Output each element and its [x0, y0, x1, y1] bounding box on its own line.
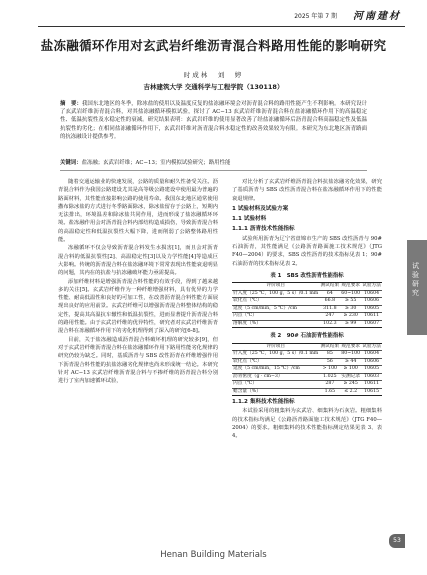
table-header: 评价项目	[232, 283, 319, 291]
table-row	[232, 290, 382, 298]
table-cell: 66.8	[319, 298, 340, 306]
body-paragraph: 本试验采用的粗集料为玄武岩、细集料为石灰岩。粗细集料的技术指标均满足《公路沥青路面施工技术规范》（JTG F40—2004）的要求。粗细集料的技术性能指标测定结果见表 3、表 4。	[232, 408, 382, 440]
table-cell: 闪点（℃）	[232, 381, 319, 389]
table-cell: T0605	[361, 366, 382, 374]
table-header: 评价项目	[232, 343, 319, 351]
section-side-tab	[407, 240, 427, 335]
table-cell: 311.8	[319, 305, 340, 313]
table-2	[232, 343, 382, 397]
table-row	[232, 358, 382, 366]
table-row	[232, 366, 382, 374]
table-cell: 60~100	[341, 290, 361, 296]
table-cell: 软化点（℃）	[232, 298, 319, 306]
article-title: 盐冻融循环作用对玄武岩纤维沥青混合料路用性能的影响研究	[40, 38, 387, 53]
table-cell: 247	[319, 313, 340, 321]
table-cell: > 100	[319, 366, 340, 374]
table-cell: T0606	[361, 298, 382, 306]
table-cell: ≤ 2.2	[340, 388, 361, 396]
table-cell: 闪点（℃）	[232, 313, 319, 321]
table-row	[232, 388, 382, 396]
table-cell: 102.3	[319, 320, 340, 328]
issue-label: 2025 年第 7 期	[294, 13, 337, 20]
body-paragraph: 冻融循环不仅会导致沥青混合料发生水损害[1]，而且会对沥青混合料的低温抗裂性[2]、高温稳定性[3]以及力学性能[4]等造成巨大影响。传统的沥青混合料在盐冻融环境下常常表现出性能衰退明显的问题，其内在的抗盐与抗冻融破坏能力亟需提高。	[58, 245, 218, 277]
table-header: 试验方法	[362, 343, 381, 349]
table-row	[232, 305, 382, 313]
left-column	[58, 178, 218, 385]
body-paragraph: 添加纤维材料是增强沥青混合料性能的有效手段，得到了越来越多的关注[5]。玄武岩纤维作为一种纤维增强材料，具有优异的力学性能、耐高低温性和良好的可加工性，在改善沥青混合料性能方面展现出良好的应用前景。玄武岩纤维可以增强沥青混合料整体结构的稳定性，提高其高温抗车辙性和低温抗裂性，进而显著提升沥青混合料的路用性能。由于玄武岩纤维的优异特性，研究者对玄武岩纤维沥青混合料在冻融循环作用下的劣化机理得到了深入的研究[6-8]。	[58, 278, 218, 335]
table-cell: 287	[319, 381, 340, 389]
table-cell: 溶解度（%）	[232, 320, 319, 328]
table-cell: T0604	[361, 290, 382, 298]
table-cell: ≥ 99	[340, 320, 361, 328]
body-paragraph: 对比分析了玄武岩纤维沥青混合料抗盐冻融劣化效果，研究了基质沥青与 SBS 改性沥青混合料在盐冻融循环作用下的性能衰退规律。	[232, 179, 382, 202]
table-cell: T0604	[361, 351, 382, 359]
table-cell: T0603	[361, 373, 382, 381]
abstract-text: 我国东北地区的冬季，除冰盐的使用以及温度反复的盐冻融环境会对沥青混合料的路用性能产生不利影响。本研究设计了玄武岩纤维沥青混合料，对其盐冻融循环模拟试验，探讨了 AC−13 玄武岩纤维沥青混合料在盐冻融循环作用下的高温稳定性、低温抗裂性及水稳定性的衰减。研究结果表明：玄武岩纤维的使用显著改善了经盐冻融循环后沥青混合料高温稳定性及低温抗裂性的劣化；在相同盐冻融循环作用下，玄武岩纤维对沥青混合料水稳定性的改善效果较为有限。本研究为东北地区沥青路面的抗冻融设计提供参考。	[60, 101, 367, 140]
table-header: 测试结果	[320, 283, 340, 289]
abstract	[60, 100, 367, 141]
table-cell: ≥ 30	[340, 305, 361, 313]
article-affiliation: 吉林建筑大学 交通科学与工程学院（130118）	[143, 83, 284, 91]
table-cell: ≥ 230	[340, 313, 361, 321]
table-cell: 软化点（℃）	[232, 358, 319, 366]
table-cell: 针入度（25 ℃，100 g，5 s）/0.1 mm	[233, 290, 319, 296]
table-row	[232, 313, 382, 321]
footer-magazine-name: Henan Building Materials	[160, 550, 267, 560]
abstract-label: 摘 要：	[60, 101, 82, 107]
table-header: 规范要求	[341, 343, 361, 349]
table-cell: T0606	[361, 358, 382, 366]
table-header: 试验方法	[362, 283, 381, 289]
keywords-text: 盐冻融；玄武岩纤维；AC−13；室内模拟试验研究；路用性能	[81, 160, 231, 166]
keywords	[60, 159, 367, 167]
table-row	[232, 298, 382, 306]
table-cell: 80~100	[341, 351, 361, 357]
table-cell: ≥ 100	[340, 366, 361, 374]
table-cell: ≥ 55	[340, 298, 361, 306]
table-cell: 实测记录	[341, 373, 361, 379]
table-cell: T0611	[361, 313, 382, 321]
article-authors: 时成林 刘 婷	[183, 71, 244, 79]
table-cell: 蜡含量（%）	[232, 388, 319, 396]
table-cell: ≥ 245	[340, 381, 361, 389]
table-cell: T0611	[361, 381, 382, 389]
body-paragraph: 目前，关于盐冻融造成沥青混合料破坏机理的研究较多[9]，但对于玄武岩纤维沥青混合料在盐冻融循环作用下路用性能劣化规律的研究仍较为缺乏。同时，基质沥青与 SBS 改性沥青在纤维增强作用下沥青混合料性能的抗盐冻融劣化规律也尚未形成统一结论。本研究针对 AC−13 玄武岩纤维沥青混合料与不掺纤维的沥青混合料分别进行了室内加速循环试验，	[58, 336, 218, 385]
table-cell: 85	[319, 351, 340, 359]
table-header: 规范要求	[341, 283, 361, 289]
table-cell: 1.65	[319, 388, 340, 396]
table-row	[232, 373, 382, 381]
table-cell: 沥青密度（g · cm−3）	[232, 373, 319, 381]
table-cell: 1.025	[319, 373, 340, 381]
page-number: 53	[389, 534, 405, 548]
table-cell: 64	[319, 290, 340, 298]
section-heading: 1 试验材料及试验方案	[232, 205, 289, 212]
table-cell: 56	[319, 358, 340, 366]
table-row	[232, 381, 382, 389]
keywords-label: 关键词：	[60, 160, 82, 166]
body-paragraph: 试验所用沥青为辽宁省盘锦市生产的 SBS 改性沥青与 90# 石油沥青，其性能满足《公路沥青路面施工技术规范》（JTG F40—2004）的要求，SBS 改性沥青的技术指标见表 1；90# 石油沥青的技术指标见表 2。	[232, 235, 382, 267]
table-cell: 延度（5 cm/min，15 ℃）/cm	[232, 366, 319, 374]
page-header	[38, 6, 405, 27]
table-row	[232, 320, 382, 328]
table-1	[232, 282, 382, 328]
table-cell: 针入度（25 ℃，100 g，5 s）/0.1 mm	[233, 351, 319, 357]
table-header: 测试结果	[320, 343, 340, 349]
table-cell: T0605	[361, 305, 382, 313]
table-cell: T0615	[361, 388, 382, 396]
table-cell: 延度（5 cm/min，5 ℃）/cm	[232, 305, 319, 313]
subsection-heading: 1.1 试验材料	[232, 216, 267, 223]
magazine-name: 河南建材	[353, 11, 401, 22]
subsubsection-heading: 1.1.1 沥青技术性能指标	[232, 226, 295, 233]
table-2-caption: 表 2 90# 石油沥青性能指标	[270, 333, 344, 340]
subsubsection-heading: 1.1.2 集料技术性能指标	[232, 399, 295, 406]
table-cell: ≥ 44	[340, 358, 361, 366]
table-row	[232, 351, 382, 359]
table-1-caption: 表 1 SBS 改性沥青性能指标	[270, 272, 344, 279]
side-tab-label: 试验研究	[412, 262, 419, 297]
right-column	[232, 178, 382, 441]
body-paragraph: 随着交通运输业的快速发展，公路的质量和耐久性备受关注。沥青混合料作为我国公路建设尤其是高等级公路建设中使用最为普遍的路面材料，其性能直接影响公路的使用寿命。我国东北地区通常使用撒布除冰盐的方式进行冬季路面除冰，除冰盐留存于公路上，短期内无法排出，环境温差和除冰盐共同作用，进而形成了盐冻融循环环境。盐冻融作用会对沥青混合料内部结构造成损伤，导致沥青混合料的高温稳定性和低温抗裂性大幅下降，进而削弱了公路整体路用性能。	[58, 179, 218, 244]
table-cell: T0607	[361, 320, 382, 328]
divider	[60, 170, 367, 171]
